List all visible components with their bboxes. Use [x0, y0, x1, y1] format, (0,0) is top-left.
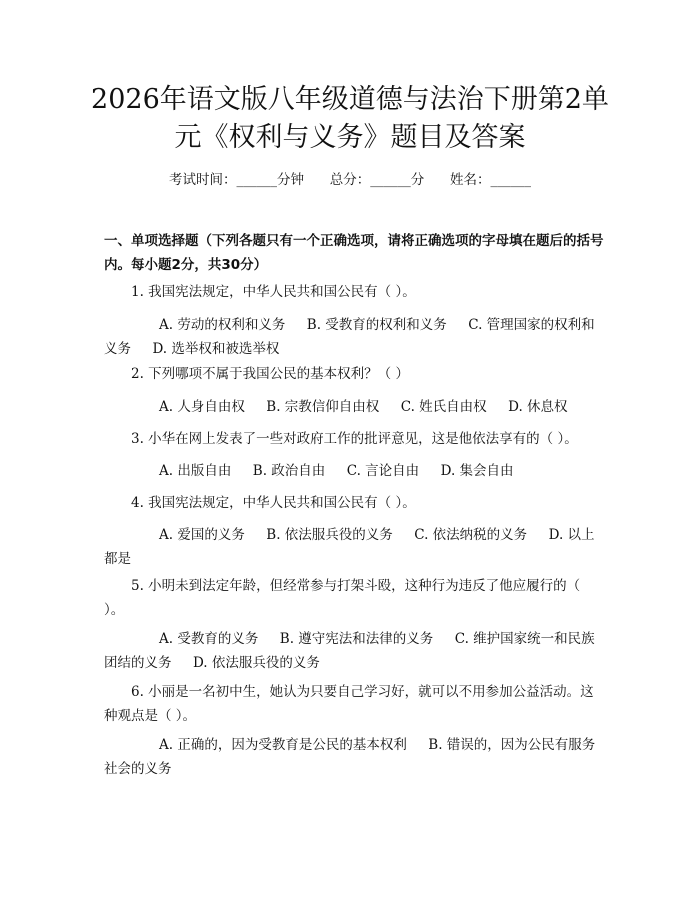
title-line-1: 2026年语文版八年级道德与法治下册第2单: [91, 84, 609, 115]
question-stem: 2. 下列哪项不属于我国公民的基本权利？（ ）: [131, 366, 409, 382]
question-options: A. 劳动的权利和义务 B. 受教育的权利和义务 C. 管理国家的权利和义务 D. 选举权和被选举权: [104, 317, 595, 357]
title-line-2: 元《权利与义务》题目及答案: [174, 122, 526, 153]
question-options: A. 受教育的义务 B. 遵守宪法和法律的义务 C. 维护国家统一和民族团结的义务 D. 依法服兵役的义务: [104, 631, 595, 671]
question-stem: 6. 小丽是一名初中生，她认为只要自己学习好，就可以不用参加公益活动。这种观点是（ ）。: [104, 684, 594, 724]
question-stem: 1. 我国宪法规定，中华人民共和国公民有（ ）。: [131, 284, 416, 300]
exam-meta: 考试时间：______分钟 总分：______分 姓名：______: [169, 172, 531, 188]
question-options: A. 爱国的义务 B. 依法服兵役的义务 C. 依法纳税的义务 D. 以上都是: [104, 527, 595, 567]
question-options: A. 人身自由权 B. 宗教信仰自由权 C. 姓氏自由权 D. 休息权: [159, 399, 568, 415]
question-stem: 4. 我国宪法规定，中华人民共和国公民有（ ）。: [131, 495, 416, 511]
section-heading: 一、单项选择题（下列各题只有一个正确选项，请将正确选项的字母填在题后的括号内。每小题2分，共30分）: [104, 233, 604, 273]
question-stem: 3. 小华在网上发表了一些对政府工作的批评意见，这是他依法享有的（ ）。: [131, 431, 578, 447]
question-options: A. 出版自由 B. 政治自由 C. 言论自由 D. 集会自由: [159, 463, 514, 479]
question-options: A. 正确的，因为受教育是公民的基本权利 B. 错误的，因为公民有服务社会的义务: [104, 737, 596, 777]
question-stem: 5. 小明未到法定年龄，但经常参与打架斗殴，这种行为违反了他应履行的（ ）。: [104, 578, 581, 618]
